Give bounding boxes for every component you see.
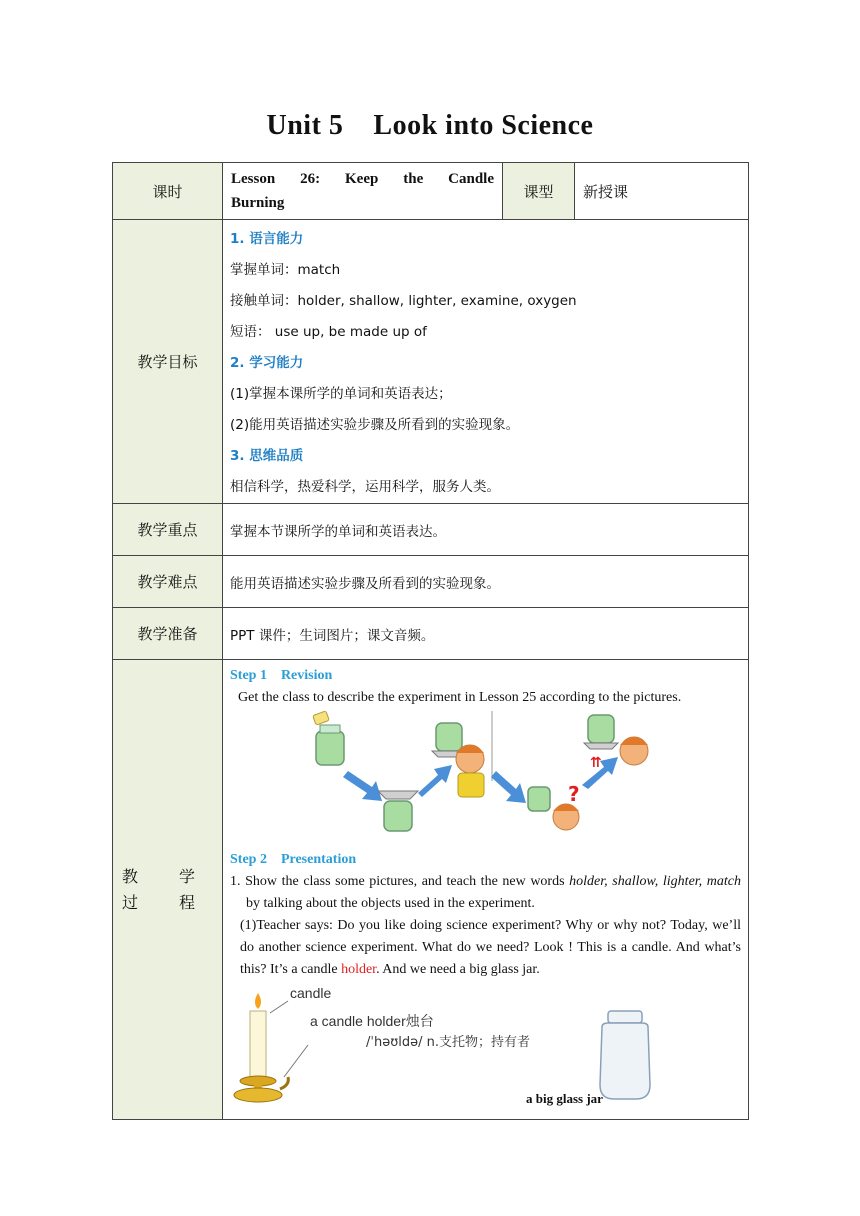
step1-text: Get the class to describe the experiment in Lesson 25 according to the pictures. xyxy=(238,690,682,705)
difficulties-text: 能用英语描述实验步骤及所看到的实验现象。 xyxy=(223,556,749,608)
label-preparation: 教学准备 xyxy=(113,608,223,660)
lesson-plan-table xyxy=(112,162,749,1120)
experiment-illustration xyxy=(300,709,760,845)
lesson-type: 新授课 xyxy=(575,163,749,220)
contact-words: 接触单词：holder, shallow, lighter, examine, oxygen xyxy=(230,293,577,309)
label-process-line2: 过 程 xyxy=(121,892,214,912)
highlight-word: holder xyxy=(341,962,377,977)
step2-title: Step 2 Presentation xyxy=(230,852,357,867)
master-words: 掌握单词：match xyxy=(230,262,341,278)
glass-jar-icon xyxy=(600,1011,650,1099)
row-preparation xyxy=(113,608,749,660)
lesson-title-line1: Lesson 26: Keep the Candle xyxy=(231,171,494,187)
objectives-heading-3: 3. 思维品质 xyxy=(230,448,304,464)
new-words: holder, shallow, lighter, match xyxy=(569,874,741,889)
pointer-line xyxy=(270,1001,288,1013)
row-period xyxy=(113,163,749,220)
candle-icon xyxy=(234,993,288,1102)
label-difficulties: 教学难点 xyxy=(113,556,223,608)
lesson-title-line2: Burning xyxy=(231,195,285,211)
label-type: 课型 xyxy=(503,163,575,220)
page-title: Unit 5 Look into Science xyxy=(266,110,594,141)
thinking-quality: 相信科学，热爱科学，运用科学，服务人类。 xyxy=(230,479,500,495)
teacher-says-text-b: . And we need a big glass jar. xyxy=(376,962,540,977)
objectives-heading-1: 1. 语言能力 xyxy=(230,231,304,247)
lesson-title xyxy=(223,163,503,220)
row-difficulties xyxy=(113,556,749,608)
row-process xyxy=(113,660,749,1120)
process-content xyxy=(223,660,749,1120)
svg-text:⇈: ⇈ xyxy=(590,755,602,771)
vocab-figure xyxy=(230,981,741,1119)
label-objectives: 教学目标 xyxy=(113,220,223,504)
phrases: 短语： use up, be made up of xyxy=(230,324,427,340)
boy-icon xyxy=(528,782,580,830)
teacher-says-text-a: (1)Teacher says: Do you like doing science experiment? Why or why not? Today, we’ll do another science experiment. What do we need? Look ! This is a candle. And what’s this? It’s a candle xyxy=(240,918,741,977)
row-key-points xyxy=(113,504,749,556)
row-objectives xyxy=(113,220,749,504)
label-process xyxy=(113,660,223,1120)
label-key-points: 教学重点 xyxy=(113,504,223,556)
step1-title: Step 1 Revision xyxy=(230,668,333,683)
boy-icon xyxy=(432,723,484,797)
teacher-says xyxy=(230,915,741,981)
svg-text:?: ? xyxy=(568,782,580,806)
label-glass-jar: a big glass jar xyxy=(526,1091,603,1106)
label-period: 课时 xyxy=(113,163,223,220)
arrow-icon xyxy=(343,771,382,801)
objectives-heading-2: 2. 学习能力 xyxy=(230,355,304,371)
step2-item1 xyxy=(230,871,741,915)
ability-1: (1)掌握本课所学的单词和英语表达； xyxy=(230,386,452,402)
step2-item1-text-b: by talking about the objects used in the experiment. xyxy=(246,896,535,911)
label-process-line1: 教 学 xyxy=(121,866,214,886)
jar-icon xyxy=(378,791,418,831)
objectives-content xyxy=(223,220,749,504)
key-points-text: 掌握本节课所学的单词和英语表达。 xyxy=(223,504,749,556)
label-candle: candle xyxy=(290,985,332,1001)
arrow-icon xyxy=(418,765,452,797)
preparation-text: PPT 课件；生词图片；课文音频。 xyxy=(223,608,749,660)
holder-phonetic: /ˈhəʊldə/ n.支托物；持有者 xyxy=(366,1035,530,1050)
label-candle-holder: a candle holder烛台 xyxy=(310,1013,434,1029)
ability-2: (2)能用英语描述实验步骤及所看到的实验现象。 xyxy=(230,417,520,433)
step2-item1-text-a: 1. Show the class some pictures, and teach the new words xyxy=(230,874,570,889)
pointer-line xyxy=(284,1045,308,1077)
jar-icon xyxy=(313,711,344,765)
arrow-icon xyxy=(491,771,526,803)
